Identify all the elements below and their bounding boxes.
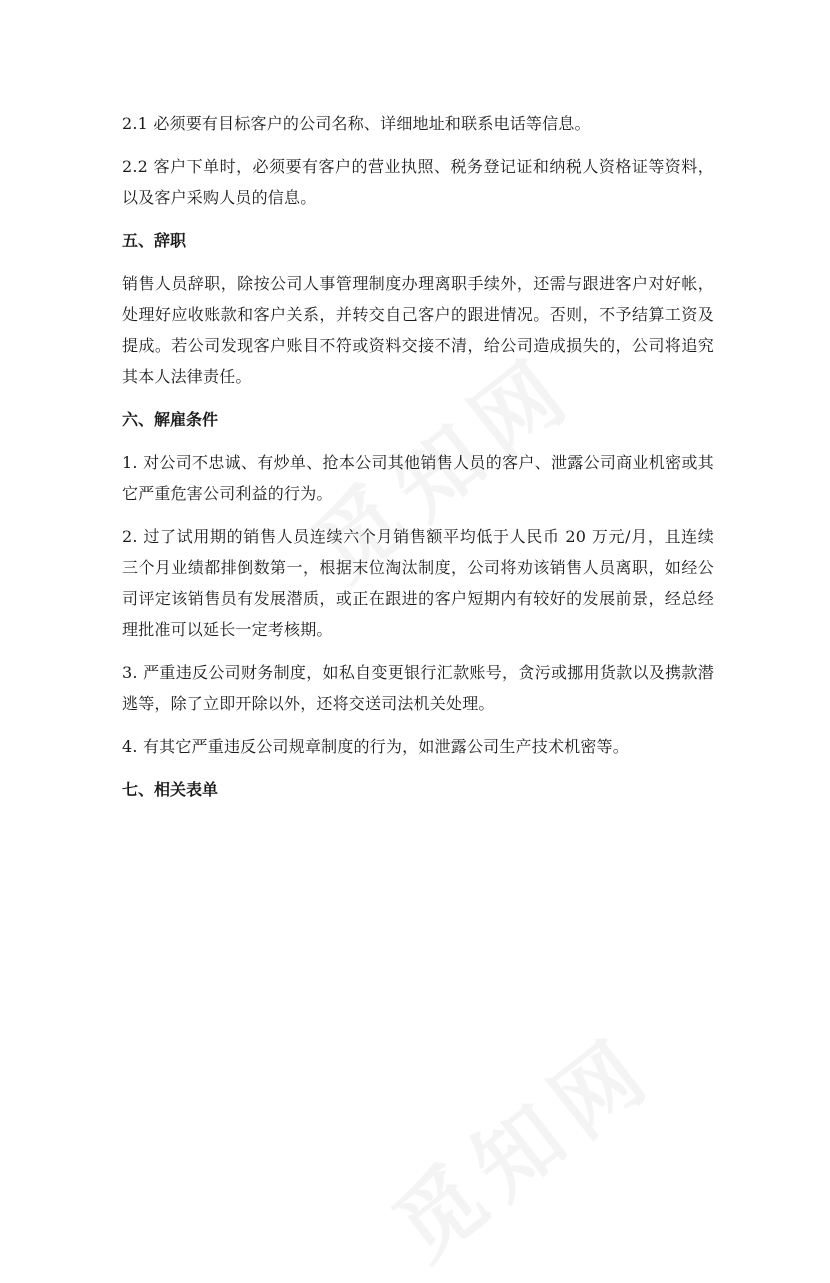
paragraph-dismissal-3: 3. 严重违反公司财务制度，如私自变更银行汇款账号，贪污或挪用货款以及携款潜逃等，除了立即开除以外，还将交送司法机关处理。 xyxy=(122,663,714,713)
section-heading-forms: 七、相关表单 xyxy=(122,780,219,799)
paragraph-2-2: 2.2 客户下单时，必须要有客户的营业执照、税务登记证和纳税人资格证等资料，以及客户采购人员的信息。 xyxy=(122,157,714,207)
paragraph-resignation: 销售人员辞职，除按公司人事管理制度办理离职手续外，还需与跟进客户对好帐，处理好应收账款和客户关系，并转交自己客户的跟进情况。否则，不予结算工资及提成。若公司发现客户账目不符或资料交接不清，给公司造成损失的，公司将追究其本人法律责任。 xyxy=(122,274,714,386)
paragraph-dismissal-2: 2. 过了试用期的销售人员连续六个月销售额平均低于人民币 20 万元/月，且连续三个月业绩都排倒数第一，根据末位淘汰制度，公司将劝该销售人员离职，如经公司评定该销售员有发展潜质，或正在跟进的客户短期内有较好的发展前景，经总经理批准可以延长一定考核期。 xyxy=(122,527,714,639)
section-heading-resignation: 五、辞职 xyxy=(122,231,187,250)
paragraph-2-1: 2.1 必须要有目标客户的公司名称、详细地址和联系电话等信息。 xyxy=(122,114,591,133)
watermark xyxy=(364,1001,677,1283)
document-body xyxy=(122,108,714,817)
paragraph-dismissal-1: 1. 对公司不忠诚、有炒单、抢本公司其他销售人员的客户、泄露公司商业机密或其它严重危害公司利益的行为。 xyxy=(122,453,714,503)
paragraph-dismissal-4: 4. 有其它严重违反公司规章制度的行为，如泄露公司生产技术机密等。 xyxy=(122,737,629,756)
section-heading-dismissal: 六、解雇条件 xyxy=(122,410,219,429)
